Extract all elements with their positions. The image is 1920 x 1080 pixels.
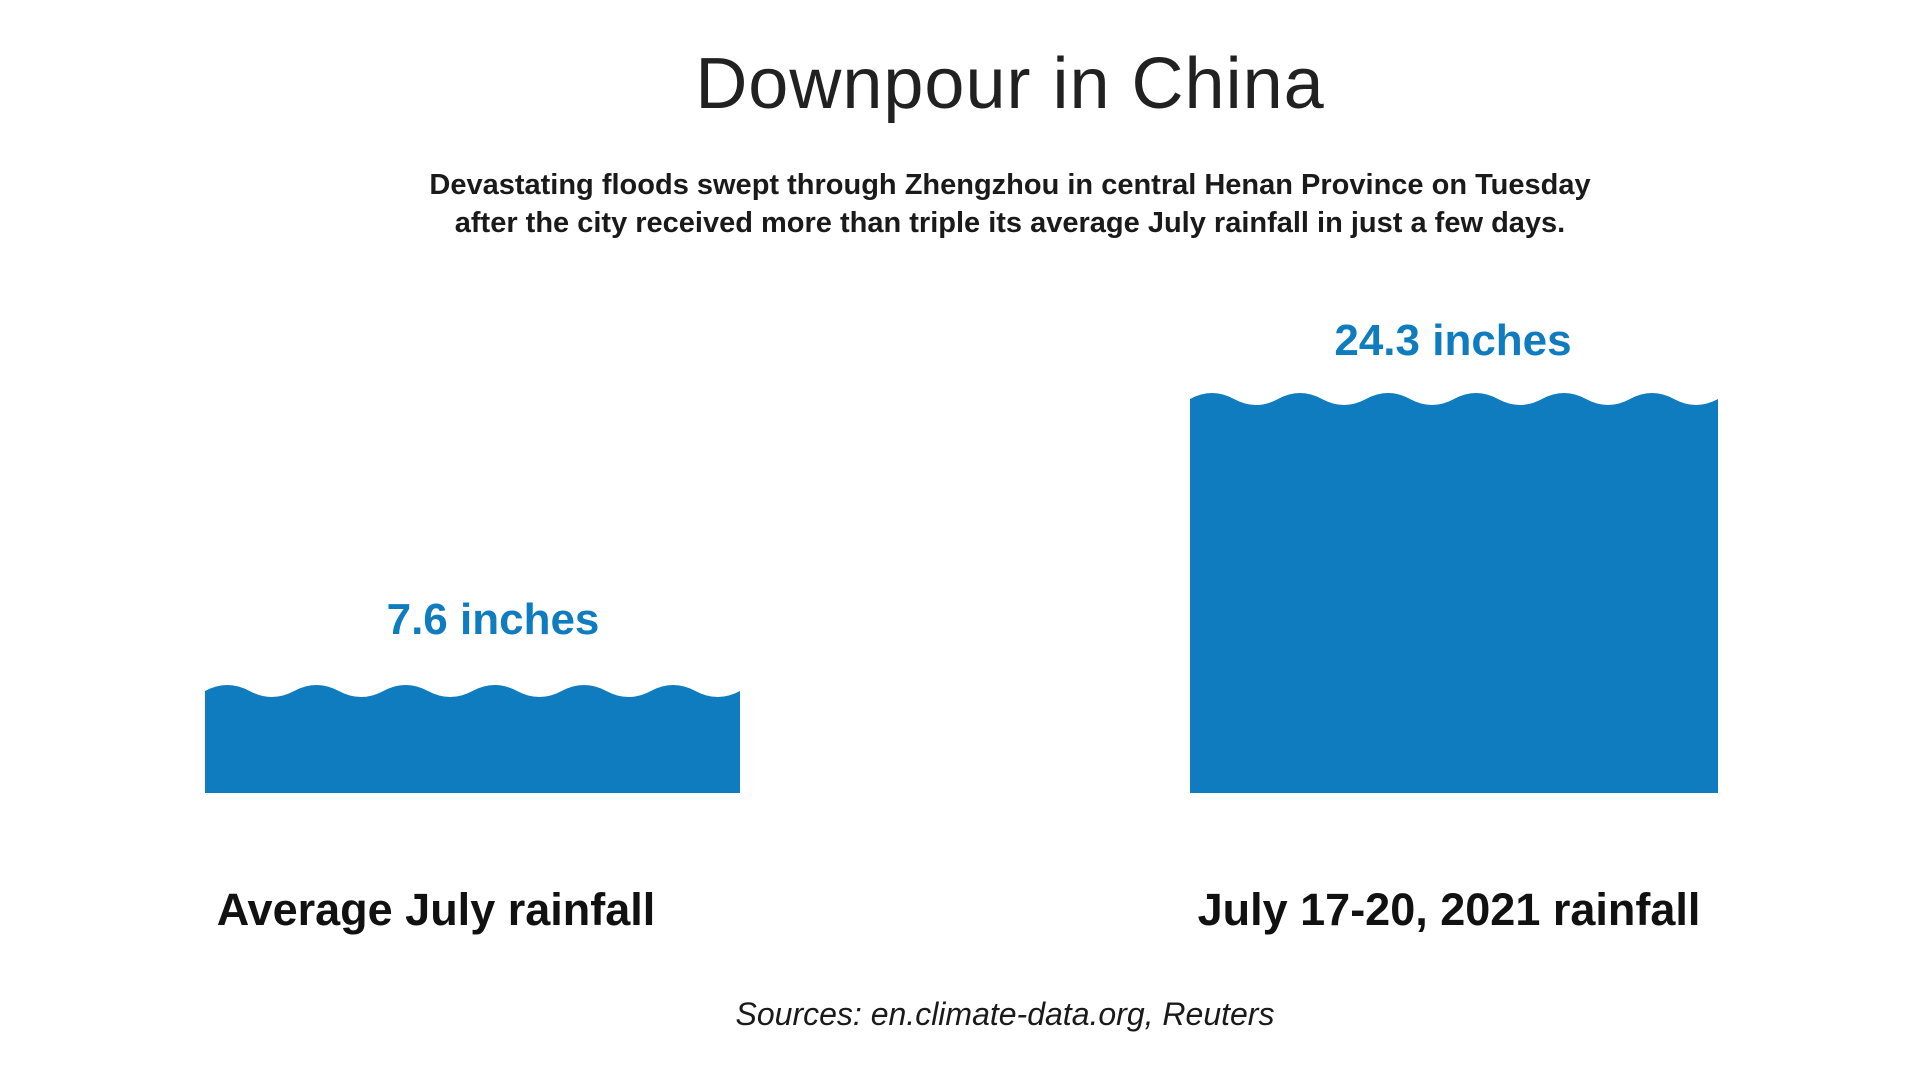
chart-subtitle xyxy=(100,166,1920,242)
chart-title: Downpour in China xyxy=(695,44,1325,124)
sources-credit: Sources: en.climate-data.org, Reuters xyxy=(735,996,1275,1032)
subtitle-line-1: Devastating floods swept through Zhengzhou in central Henan Province on Tuesday xyxy=(429,169,1591,201)
subtitle-line-2: after the city received more than triple its average July rainfall in just a few days. xyxy=(454,207,1566,239)
water-bar-2021-shape xyxy=(1190,393,1718,793)
category-label-average-july: Average July rainfall xyxy=(216,884,656,935)
water-bar-average-shape xyxy=(205,685,740,793)
value-label-average-july: 7.6 inches xyxy=(386,595,600,644)
water-bar-average-july-rainfall xyxy=(205,683,740,793)
value-label-july-2021: 24.3 inches xyxy=(1334,316,1572,365)
water-bar-july-2021-rainfall xyxy=(1190,391,1718,793)
category-label-july-2021: July 17-20, 2021 rainfall xyxy=(1197,884,1701,935)
